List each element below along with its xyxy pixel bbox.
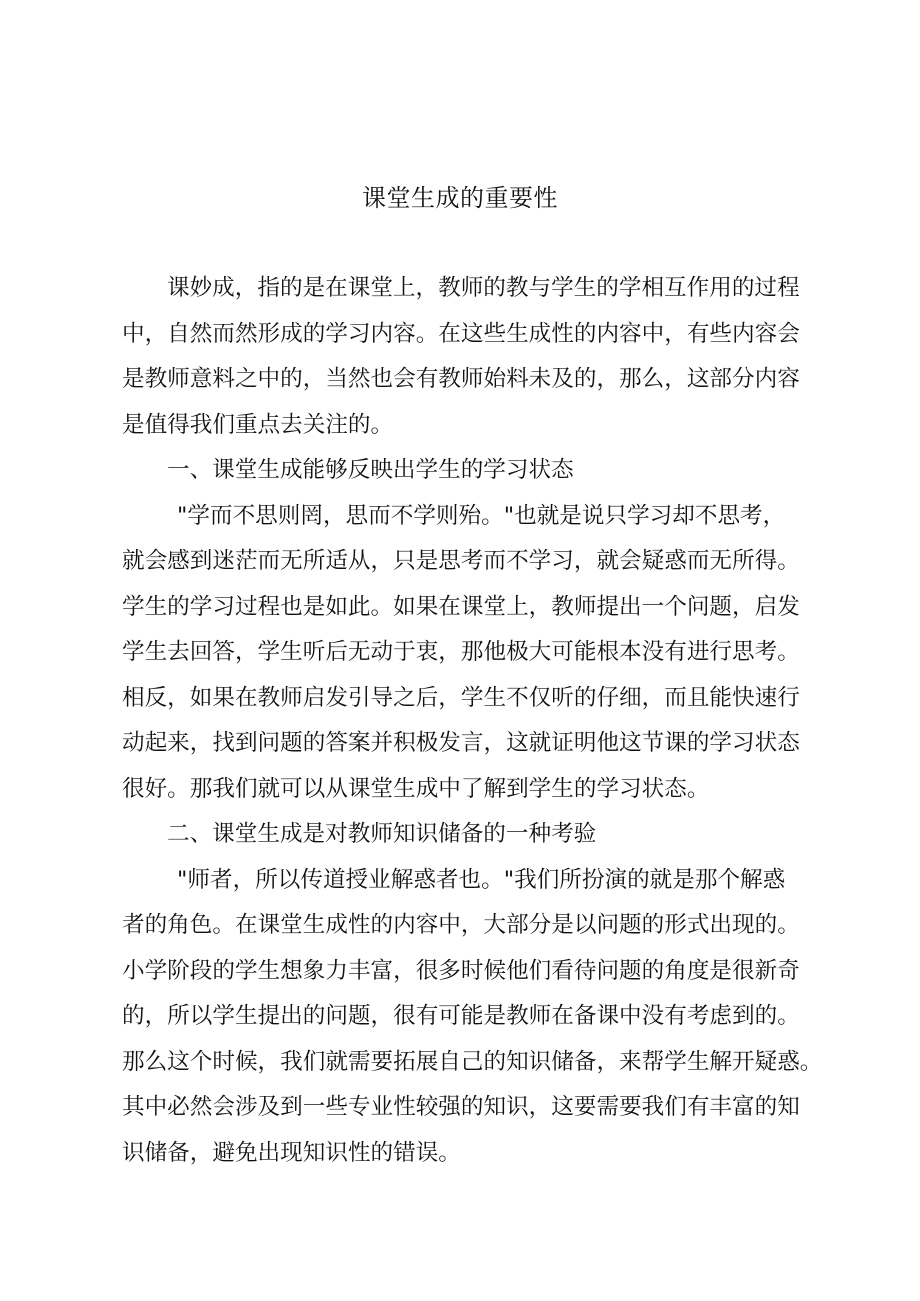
section1-line: 学生去回答，学生听后无动于衷，那他极大可能根本没有进行思考。 <box>122 639 800 665</box>
section2-line: "师者，所以传道授业解惑者也。"我们所扮演的就是那个解惑 <box>177 866 786 893</box>
section1-heading: 一、课堂生成能够反映出学生的学习状态 <box>167 457 574 483</box>
section1-heading-paragraph <box>122 448 812 494</box>
section2-paragraph <box>122 858 823 1177</box>
section2-heading: 二、课堂生成是对教师知识储备的一种考验 <box>167 821 597 847</box>
intro-line: 中，自然而然形成的学习内容。在这些生成性的内容中，有些内容会 <box>122 320 800 347</box>
section1-line: 很好。那我们就可以从课堂生成中了解到学生的学习状态。 <box>122 775 710 802</box>
section1-line: 就会感到迷茫而无所适从，只是思考而不学习，就会疑惑而无所得。 <box>122 548 800 574</box>
document-title: 课堂生成的重要性 <box>362 184 558 212</box>
section2-heading-paragraph <box>122 812 812 858</box>
section2-line: 者的角色。在课堂生成性的内容中，大部分是以问题的形式出现的。 <box>122 912 800 938</box>
section2-line: 其中必然会涉及到一些专业性较强的知识，这要需要我们有丰富的知 <box>122 1094 800 1120</box>
intro-paragraph <box>122 266 812 448</box>
section2-line: 那么这个时候，我们就需要拓展自己的知识储备，来帮学生解开疑惑。 <box>122 1048 823 1075</box>
intro-line: 是值得我们重点去关注的。 <box>122 411 394 438</box>
section2-line: 小学阶段的学生想象力丰富，很多时候他们看待问题的角度是很新奇 <box>122 957 800 984</box>
section2-line: 的，所以学生提出的问题，很有可能是教师在备课中没有考虑到的。 <box>122 1003 800 1029</box>
section1-line: "学而不思则罔，思而不学则殆。"也就是说只学习却不思考， <box>177 502 786 529</box>
section1-paragraph <box>122 494 812 813</box>
document-body <box>122 266 823 1176</box>
section1-line: 相反，如果在教师启发引导之后，学生不仅听的仔细，而且能快速行 <box>122 684 800 711</box>
intro-line: 是教师意料之中的，当然也会有教师始料未及的，那么，这部分内容 <box>122 366 800 392</box>
section1-line: 学生的学习过程也是如此。如果在课堂上，教师提出一个问题，启发 <box>122 593 800 620</box>
section2-line: 识储备，避免出现知识性的错误。 <box>122 1139 461 1166</box>
section1-line: 动起来，找到问题的答案并积极发言，这就证明他这节课的学习状态 <box>122 730 800 756</box>
intro-line: 课妙成，指的是在课堂上，教师的教与学生的学相互作用的过程 <box>167 275 800 301</box>
